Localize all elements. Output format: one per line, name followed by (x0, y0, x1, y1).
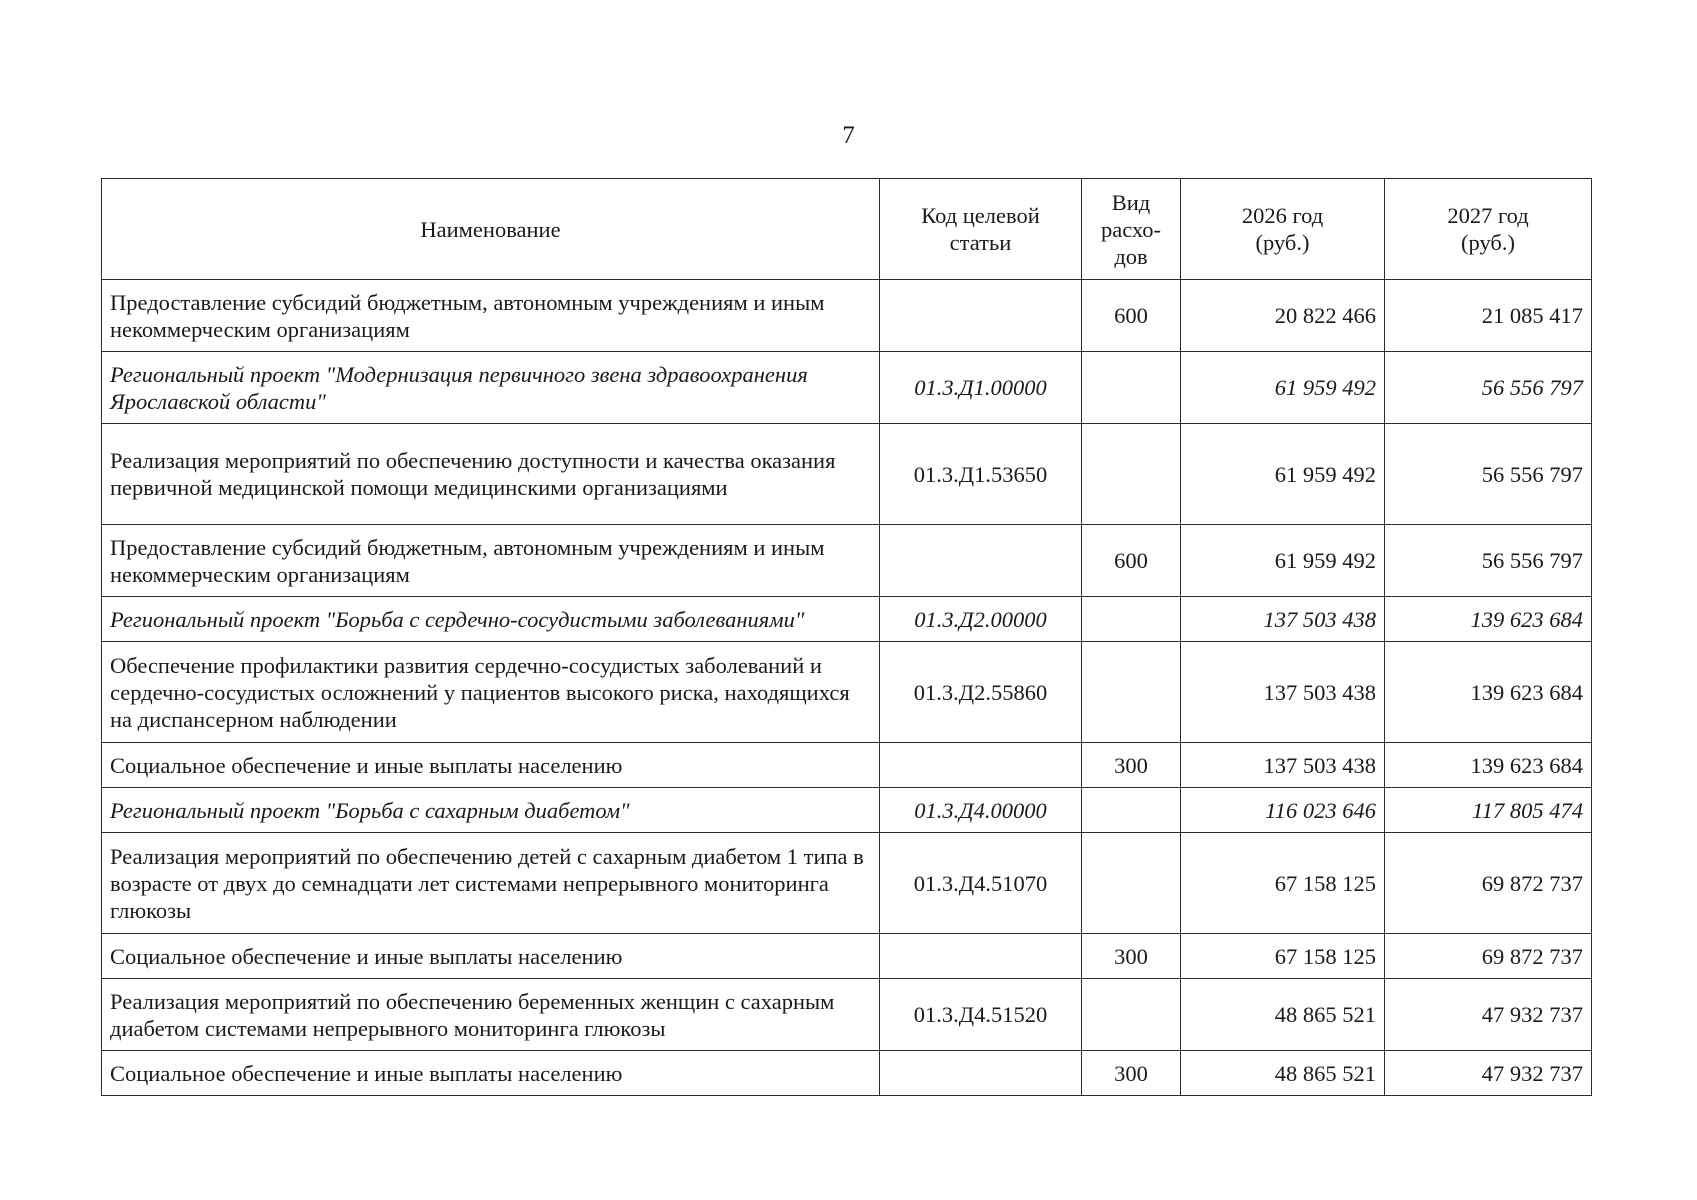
row-expense-type: 600 (1082, 525, 1181, 597)
row-expense-type: 300 (1082, 1051, 1181, 1096)
row-value-2026: 67 158 125 (1181, 934, 1385, 979)
row-expense-type (1082, 788, 1181, 833)
row-name: Реализация мероприятий по обеспечению доступности и качества оказания первичной медицинской помощи медицинскими организациями (102, 424, 880, 525)
row-value-2027: 56 556 797 (1385, 424, 1592, 525)
header-2027: 2027 год (руб.) (1385, 179, 1592, 280)
table-row (102, 424, 1592, 525)
row-value-2027: 139 623 684 (1385, 597, 1592, 642)
table-row (102, 597, 1592, 642)
row-value-2026: 61 959 492 (1181, 352, 1385, 424)
row-code: 01.3.Д2.55860 (880, 642, 1082, 743)
row-name: Реализация мероприятий по обеспечению детей с сахарным диабетом 1 типа в возрасте от двух до семнадцати лет системами непрерывного мониторинга глюкозы (102, 833, 880, 934)
row-code: 01.3.Д2.00000 (880, 597, 1082, 642)
table-row (102, 352, 1592, 424)
row-code: 01.3.Д4.00000 (880, 788, 1082, 833)
row-value-2026: 48 865 521 (1181, 979, 1385, 1051)
row-name: Обеспечение профилактики развития сердечно-сосудистых заболеваний и сердечно-сосудистых осложнений у пациентов высокого риска, находящихся на диспансерном наблюдении (102, 642, 880, 743)
header-2026: 2026 год (руб.) (1181, 179, 1385, 280)
table-row (102, 1051, 1592, 1096)
table-row (102, 788, 1592, 833)
row-value-2026: 137 503 438 (1181, 743, 1385, 788)
row-value-2026: 61 959 492 (1181, 424, 1385, 525)
row-expense-type (1082, 979, 1181, 1051)
row-name: Социальное обеспечение и иные выплаты населению (102, 934, 880, 979)
row-value-2026: 67 158 125 (1181, 833, 1385, 934)
table-header-row (102, 179, 1592, 280)
row-name: Предоставление субсидий бюджетным, автономным учреждениям и иным некоммерческим организациям (102, 280, 880, 352)
row-value-2026: 137 503 438 (1181, 597, 1385, 642)
row-expense-type: 600 (1082, 280, 1181, 352)
row-expense-type: 300 (1082, 934, 1181, 979)
budget-table (101, 178, 1592, 1096)
row-code (880, 525, 1082, 597)
row-name: Социальное обеспечение и иные выплаты населению (102, 743, 880, 788)
row-expense-type (1082, 642, 1181, 743)
row-value-2026: 48 865 521 (1181, 1051, 1385, 1096)
row-expense-type: 300 (1082, 743, 1181, 788)
row-code: 01.3.Д1.53650 (880, 424, 1082, 525)
row-value-2027: 47 932 737 (1385, 979, 1592, 1051)
row-name: Социальное обеспечение и иные выплаты населению (102, 1051, 880, 1096)
row-expense-type (1082, 833, 1181, 934)
row-code (880, 743, 1082, 788)
row-value-2027: 21 085 417 (1385, 280, 1592, 352)
row-code: 01.3.Д1.00000 (880, 352, 1082, 424)
table-row (102, 525, 1592, 597)
row-value-2027: 56 556 797 (1385, 525, 1592, 597)
row-value-2027: 56 556 797 (1385, 352, 1592, 424)
row-code: 01.3.Д4.51520 (880, 979, 1082, 1051)
row-name: Предоставление субсидий бюджетным, автономным учреждениям и иным некоммерческим организациям (102, 525, 880, 597)
row-value-2026: 137 503 438 (1181, 642, 1385, 743)
row-code (880, 934, 1082, 979)
row-value-2026: 116 023 646 (1181, 788, 1385, 833)
table-row (102, 743, 1592, 788)
row-value-2026: 61 959 492 (1181, 525, 1385, 597)
row-name: Региональный проект "Борьба с сахарным диабетом" (102, 788, 880, 833)
row-value-2027: 117 805 474 (1385, 788, 1592, 833)
row-expense-type (1082, 424, 1181, 525)
row-code: 01.3.Д4.51070 (880, 833, 1082, 934)
table-row (102, 934, 1592, 979)
page-number: 7 (842, 122, 855, 149)
row-code (880, 1051, 1082, 1096)
row-name: Региональный проект "Модернизация первичного звена здравоохранения Ярославской области" (102, 352, 880, 424)
table-row (102, 979, 1592, 1051)
header-code: Код целевой статьи (880, 179, 1082, 280)
row-value-2027: 69 872 737 (1385, 934, 1592, 979)
row-value-2027: 47 932 737 (1385, 1051, 1592, 1096)
row-value-2027: 139 623 684 (1385, 743, 1592, 788)
header-expense-type: Вид расхо-дов (1082, 179, 1181, 280)
table-row (102, 833, 1592, 934)
row-value-2027: 69 872 737 (1385, 833, 1592, 934)
table-row (102, 280, 1592, 352)
row-name: Региональный проект "Борьба с сердечно-сосудистыми заболеваниями" (102, 597, 880, 642)
row-name: Реализация мероприятий по обеспечению беременных женщин с сахарным диабетом системами непрерывного мониторинга глюкозы (102, 979, 880, 1051)
header-name: Наименование (102, 179, 880, 280)
row-code (880, 280, 1082, 352)
row-expense-type (1082, 352, 1181, 424)
row-value-2026: 20 822 466 (1181, 280, 1385, 352)
row-value-2027: 139 623 684 (1385, 642, 1592, 743)
table-row (102, 642, 1592, 743)
row-expense-type (1082, 597, 1181, 642)
